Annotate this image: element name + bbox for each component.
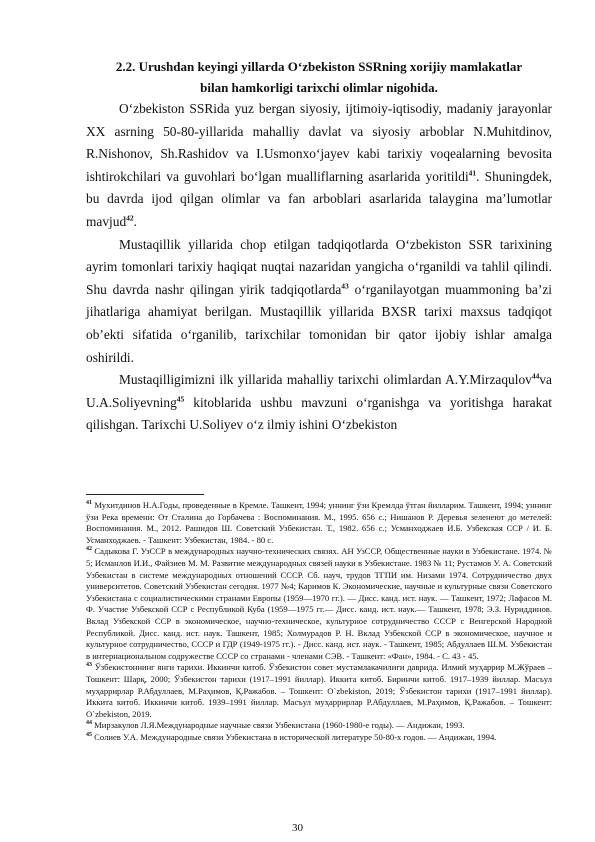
- paragraph-text: kitoblarida ushbu mavzuni o‘rganishga va yoritishga harakat qilishgan. Tarixchi U.Soliyev o‘z ilmiy ishini O‘zbekiston: [86, 394, 552, 433]
- footnote-text: Мирзакулов Л.Я.Международные научные связи Узбекистана (1960-1980-е годы). — Андижан, 1993.: [92, 720, 465, 731]
- footnote-number: 44: [86, 720, 92, 727]
- paragraph-1: [86, 98, 552, 234]
- footnote-44: [86, 720, 552, 732]
- paragraph-text: O‘zbekiston SSRida yuz bergan siyosiy, ijtimoiy-iqtisodiy, madaniy jarayonlar XX asrning 50-80-yillarida mahalliy davlat va siyosiy arboblar N.Muhitdinov, R.Nishonov, Sh.Rashidov va I.Usmonxo‘jayev kabi tarixiy voqealarning bevosita ishtirokchilari va guvohlari bo‘lgan mualliflarning asarlarida yoritildi: [86, 101, 552, 184]
- footnote-number: 45: [86, 732, 92, 739]
- footnote-number: 42: [86, 546, 92, 553]
- paragraph-text: Mustaqillik yillarida chop etilgan tadqiqotlarda O‘zbekiston SSR tarixining ayrim tomonlari tarixiy haqiqat nuqtai nazaridan yangicha o‘rganildi va tahlil qilindi. Shu davrda nashr qilingan yirik tadqiqotlarda: [86, 236, 552, 297]
- footnote-ref[interactable]: 44: [531, 371, 540, 381]
- footnote-number: 43: [86, 662, 92, 669]
- paragraph-text: . Shuningdek, bu davrda ijod qilgan olimlar va fan arboblari asarlarida talaygina ma’lumotlar mavjud: [86, 168, 552, 229]
- section-heading: [86, 56, 552, 98]
- footnote-text: Мухитдинов Н.А.Годы, проведенные в Кремле. Ташкент, 1994; уннинг ўзи Кремлда ўтган йилларим. Ташкент, 1994; уннинг ўзи Река времени: От Сталина до Горбачева : Воспоминания. М., 1995. 656 с.; Нишанов Р. Деревья зеленеют до метелей: Воспоминания. М., 2012. Рашидов Ш. Советский Узбекистан. Т., 1982. 656 с.; Усманходжаев И.Б. Узбекская ССР / И. Б. Усманходжаев. - Ташкент: Узбекистан, 1984. - 80 с.: [86, 500, 552, 545]
- footnote-text: Солиев У.А. Международные связи Узбекистана в исторической литературе 50-80-х годов. — Андижан, 1994.: [92, 731, 497, 742]
- footnote-ref[interactable]: 42: [126, 213, 134, 223]
- paragraph-text: .: [133, 213, 138, 229]
- footnote-ref[interactable]: 41: [468, 168, 477, 178]
- footnote-43: [86, 662, 552, 720]
- footnote-number: 41: [86, 500, 92, 507]
- footnote-separator: [86, 494, 204, 495]
- paragraph-text: o‘rganilayotgan muammoning ba’zi jihatlariga ahamiyat berilgan. Mustaqillik yillarida BXSR tarixi maxsus tadqiqot ob’ekti sifatida o‘rganilib, tarixchilar tomonidan bir qator ijobiy ishlar amalga oshirildi.: [86, 281, 552, 365]
- footnote-41: [86, 500, 552, 546]
- footnote-text: Садыкова Г. УзССР в международных научно-технических связях. АН УзССР, Общественные науки в Узбекистане. 1974. № 5; Исманлов И.И., Файзиев М. М. Развитие международных связей науки в Узбекистане. 1983 № 11; Рустамов У. А. Советский Узбекистан в системе международных отношений СССР. Сб. науч, трудов ТГПИ им. Низами 1974. Сотрудничество двух университетов. Советский Узбекистан сегодня. 1977 №4; Каримов К. Экономические, научные и культурные связи Советского Узбекистана с социалистическими странами Европы (1959—1970 гг.). — Дисс. канд. ист. наук. — Ташкент, 1972; Лафасов М. Ф. Участие Узбекской ССР с Республикой Куба (1959—1975 гг.— Дисс. канд. ист. наук.— Ташкент, 1978; Э.З. Нуриддинов. Вклад Узбекской ССР в экономическое, научно-техническое, культурное сотрудничество СССР с Венгерской Народной Республикой. Дисс. канд. ист. наук. Ташкент, 1985; Холмурадов Р. Н. Вклад Узбекской ССР в экономическое, научное и культурное сотрудничество, СССР и ГДР (1949-1975 гг.). - Дисс. канд. ист. наук. - Ташкент, 1985; Абдуллаев Ш.М. Узбекистан в интернациональном содружестве СССР со странами - членами СЭВ. - Ташкент: «Фан», 1984. - С. 43 - 45.: [86, 546, 552, 661]
- footnote-text: Ўзбекистоннинг янги тарихи. Иккинчи китоб. Ўзбекистон совет мустамлакачилиги даврида. Илмий муҳаррир М.Жўраев – Тошкент: Шарқ, 2000; Ўзбекистон тарихи (1917–1991 йиллар). Иккита китоб. Биринчи китоб. 1917–1939 йиллар. Масъул муҳаррирлар Р.Абдуллаев, М.Раҳимов, Қ.Ражабов. – Тошкент: O`zbekiston, 2019; Ўзбекистон тарихи (1917–1991 йиллар). Иккита китоб. Иккинчи китоб. 1939–1991 йиллар. Масъул муҳаррирлар Р.Абдуллаев, М.Раҳимов, Қ.Ражабов. – Тошкент: O`zbekiston, 2019.: [86, 662, 552, 719]
- section-heading-line-1: 2.2. Urushdan keyingi yillarda O‘zbekiston SSRning xorijiy mamlakatlar: [115, 59, 523, 74]
- page-number: 30: [292, 822, 303, 834]
- body-text: [86, 98, 552, 437]
- footnote-ref[interactable]: 43: [341, 281, 349, 291]
- section-heading-line-2: bilan hamkorligi tarixchi olimlar nigohida.: [200, 80, 438, 95]
- footnote-42: [86, 546, 552, 662]
- paragraph-text: va U.A.Soliyevning: [86, 372, 552, 410]
- footnotes: [86, 500, 552, 743]
- paragraph-text: Mustaqilligimizni ilk yillarida mahalliy tarixchi olimlardan A.Y.Mirzaqulov: [119, 372, 532, 388]
- paragraph-2: [86, 234, 552, 370]
- paragraph-3: [86, 369, 552, 437]
- footnote-ref[interactable]: 45: [176, 394, 185, 404]
- footnote-45: [86, 732, 552, 744]
